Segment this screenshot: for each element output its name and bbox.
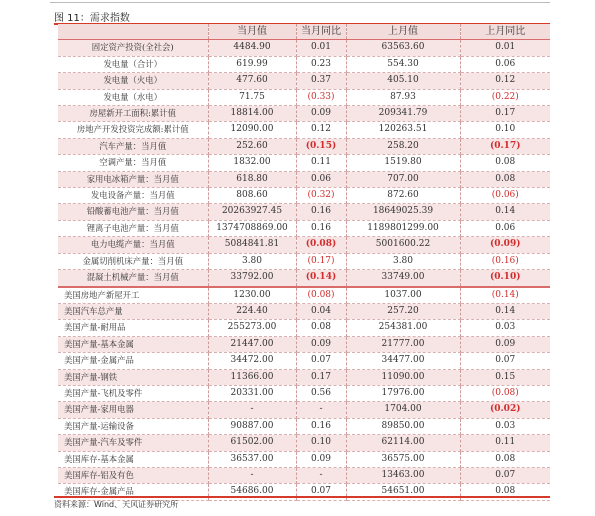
current-value: 3.80 (208, 253, 296, 269)
current-value: 224.40 (208, 303, 296, 319)
previous-yoy: 0.03 (460, 418, 550, 434)
current-value: 12090.00 (208, 122, 296, 138)
header-current-value: 当月值 (208, 24, 296, 40)
indicator-name: 美国产量-耐用品 (58, 320, 208, 336)
previous-value: 13463.00 (346, 467, 460, 483)
current-value: 808.60 (208, 188, 296, 204)
current-yoy: 0.17 (296, 369, 346, 385)
indicator-name: 发电量（合计） (58, 56, 208, 72)
previous-yoy: (0.08) (460, 385, 550, 401)
table-row (58, 385, 550, 401)
current-yoy: 0.56 (296, 385, 346, 401)
indicator-name: 美国产量-汽车及零件 (58, 435, 208, 451)
current-value: - (208, 467, 296, 483)
previous-value: 5001600.22 (346, 237, 460, 253)
indicator-name: 混凝土机械产量：当月值 (58, 270, 208, 287)
previous-value: 1037.00 (346, 287, 460, 304)
previous-yoy: (0.14) (460, 287, 550, 304)
current-yoy: - (296, 402, 346, 418)
current-value: 618.80 (208, 171, 296, 187)
indicator-name: 发电量（水电） (58, 89, 208, 105)
previous-yoy: 0.17 (460, 106, 550, 122)
current-value: 255273.00 (208, 320, 296, 336)
previous-value: 405.10 (346, 73, 460, 89)
current-yoy: 0.23 (296, 56, 346, 72)
previous-yoy: 0.14 (460, 303, 550, 319)
current-yoy: 0.11 (296, 155, 346, 171)
previous-value: 36575.00 (346, 451, 460, 467)
current-value: 20331.00 (208, 385, 296, 401)
previous-yoy: (0.10) (460, 270, 550, 287)
current-value: 20263927.45 (208, 204, 296, 220)
previous-yoy: (0.02) (460, 402, 550, 418)
current-yoy: 0.01 (296, 40, 346, 56)
previous-yoy: 0.12 (460, 73, 550, 89)
current-yoy: (0.14) (296, 270, 346, 287)
indicator-name: 美国库存-铝及有色 (58, 467, 208, 483)
previous-value: 258.20 (346, 138, 460, 154)
table-row (58, 402, 550, 418)
previous-value: 554.30 (346, 56, 460, 72)
current-value: 11366.00 (208, 369, 296, 385)
current-yoy: (0.32) (296, 188, 346, 204)
table-row (58, 303, 550, 319)
previous-yoy: (0.09) (460, 237, 550, 253)
current-value: 71.75 (208, 89, 296, 105)
header-current-yoy: 当月同比 (296, 24, 346, 40)
previous-value: 3.80 (346, 253, 460, 269)
table-row (58, 155, 550, 171)
bottom-rule (54, 496, 550, 498)
current-yoy: 0.06 (296, 171, 346, 187)
table-row (58, 418, 550, 434)
previous-value: 87.93 (346, 89, 460, 105)
current-yoy: 0.07 (296, 484, 346, 500)
indicator-name: 美国产量-金属产品 (58, 353, 208, 369)
indicator-name: 汽车产量：当月值 (58, 138, 208, 154)
indicator-name: 家用电冰箱产量：当月值 (58, 171, 208, 187)
indicator-name: 美国产量-家用电器 (58, 402, 208, 418)
current-yoy: 0.09 (296, 336, 346, 352)
indicator-name: 铅酸蓄电池产量：当月值 (58, 204, 208, 220)
previous-value: 33749.00 (346, 270, 460, 287)
indicator-name: 美国产量-基本金属 (58, 336, 208, 352)
current-value: 5084841.81 (208, 237, 296, 253)
previous-yoy: (0.17) (460, 138, 550, 154)
previous-value: 62114.00 (346, 435, 460, 451)
indicator-name: 金属切削机床产量：当月值 (58, 253, 208, 269)
indicator-name: 空调产量：当月值 (58, 155, 208, 171)
previous-yoy: 0.11 (460, 435, 550, 451)
header-indicator (58, 24, 208, 40)
current-yoy: 0.09 (296, 451, 346, 467)
previous-yoy: 0.08 (460, 451, 550, 467)
table-body (58, 40, 550, 500)
previous-value: 21777.00 (346, 336, 460, 352)
table-row (58, 369, 550, 385)
indicator-name: 美国产量-钢铁 (58, 369, 208, 385)
current-value: 4484.90 (208, 40, 296, 56)
table-row (58, 270, 550, 287)
indicator-name: 美国库存-基本金属 (58, 451, 208, 467)
previous-value: 209341.79 (346, 106, 460, 122)
current-value: 61502.00 (208, 435, 296, 451)
previous-value: 89850.00 (346, 418, 460, 434)
previous-value: 11090.00 (346, 369, 460, 385)
current-yoy: 0.09 (296, 106, 346, 122)
previous-yoy: 0.08 (460, 484, 550, 500)
table-row (58, 467, 550, 483)
demand-index-table-wrap (58, 24, 550, 501)
indicator-name: 美国产量-运输设备 (58, 418, 208, 434)
current-value: - (208, 402, 296, 418)
previous-value: 63563.60 (346, 40, 460, 56)
current-value: 18814.00 (208, 106, 296, 122)
previous-value: 254381.00 (346, 320, 460, 336)
previous-yoy: 0.08 (460, 171, 550, 187)
current-yoy: 0.08 (296, 320, 346, 336)
previous-yoy: 0.10 (460, 122, 550, 138)
current-value: 477.60 (208, 73, 296, 89)
current-yoy: 0.37 (296, 73, 346, 89)
current-yoy: - (296, 467, 346, 483)
header-previous-value: 上月值 (346, 24, 460, 40)
top-divider (50, 2, 550, 3)
current-value: 36537.00 (208, 451, 296, 467)
previous-yoy: (0.06) (460, 188, 550, 204)
current-value: 1374708869.00 (208, 220, 296, 236)
current-value: 54686.00 (208, 484, 296, 500)
previous-yoy: 0.01 (460, 40, 550, 56)
indicator-name: 房地产开发投资完成额:累计值 (58, 122, 208, 138)
indicator-name: 房屋新开工面积:累计值 (58, 106, 208, 122)
table-row (58, 171, 550, 187)
previous-yoy: 0.03 (460, 320, 550, 336)
previous-yoy: 0.06 (460, 56, 550, 72)
current-yoy: 0.16 (296, 220, 346, 236)
current-yoy: (0.08) (296, 237, 346, 253)
current-yoy: (0.33) (296, 89, 346, 105)
table-row (58, 451, 550, 467)
current-yoy: 0.16 (296, 204, 346, 220)
table-row (58, 320, 550, 336)
previous-yoy: 0.08 (460, 155, 550, 171)
indicator-name: 电力电缆产量：当月值 (58, 237, 208, 253)
current-value: 34472.00 (208, 353, 296, 369)
table-row (58, 204, 550, 220)
table-row (58, 138, 550, 154)
demand-index-table (58, 24, 550, 501)
previous-value: 1704.00 (346, 402, 460, 418)
previous-value: 54651.00 (346, 484, 460, 500)
current-yoy: 0.07 (296, 353, 346, 369)
previous-value: 120263.51 (346, 122, 460, 138)
table-row (58, 253, 550, 269)
previous-yoy: 0.06 (460, 220, 550, 236)
table-row (58, 287, 550, 304)
indicator-name: 固定资产投资(全社会) (58, 40, 208, 56)
current-yoy: (0.08) (296, 287, 346, 304)
previous-value: 17976.00 (346, 385, 460, 401)
current-value: 1230.00 (208, 287, 296, 304)
table-row (58, 106, 550, 122)
current-yoy: (0.17) (296, 253, 346, 269)
table-row (58, 89, 550, 105)
current-value: 21447.00 (208, 336, 296, 352)
table-row (58, 336, 550, 352)
table-row (58, 353, 550, 369)
indicator-name: 美国汽车总产量 (58, 303, 208, 319)
previous-value: 18649025.39 (346, 204, 460, 220)
table-row (58, 73, 550, 89)
previous-value: 34477.00 (346, 353, 460, 369)
table-row (58, 56, 550, 72)
previous-yoy: 0.07 (460, 467, 550, 483)
current-value: 1832.00 (208, 155, 296, 171)
current-value: 619.99 (208, 56, 296, 72)
table-row (58, 435, 550, 451)
previous-yoy: 0.14 (460, 204, 550, 220)
previous-value: 872.60 (346, 188, 460, 204)
table-row (58, 40, 550, 56)
table-row (58, 237, 550, 253)
previous-yoy: 0.09 (460, 336, 550, 352)
current-yoy: (0.15) (296, 138, 346, 154)
header-row (58, 24, 550, 40)
previous-value: 1519.80 (346, 155, 460, 171)
indicator-name: 发电设备产量：当月值 (58, 188, 208, 204)
table-row (58, 188, 550, 204)
indicator-name: 发电量（火电） (58, 73, 208, 89)
current-value: 33792.00 (208, 270, 296, 287)
source-note: 资料来源：Wind、天风证券研究所 (54, 500, 179, 509)
table-row (58, 122, 550, 138)
indicator-name: 美国产量-飞机及零件 (58, 385, 208, 401)
indicator-name: 锂离子电池产量：当月值 (58, 220, 208, 236)
current-yoy: 0.12 (296, 122, 346, 138)
previous-value: 1189801299.00 (346, 220, 460, 236)
table-row (58, 220, 550, 236)
current-value: 252.60 (208, 138, 296, 154)
indicator-name: 美国房地产新屋开工 (58, 287, 208, 304)
indicator-name: 美国库存-金属产品 (58, 484, 208, 500)
previous-yoy: (0.16) (460, 253, 550, 269)
current-value: 90887.00 (208, 418, 296, 434)
previous-yoy: (0.22) (460, 89, 550, 105)
current-yoy: 0.10 (296, 435, 346, 451)
header-previous-yoy: 上月同比 (460, 24, 550, 40)
current-yoy: 0.16 (296, 418, 346, 434)
previous-value: 257.20 (346, 303, 460, 319)
figure-caption: 图 11：需求指数 (54, 13, 130, 24)
current-yoy: 0.04 (296, 303, 346, 319)
previous-yoy: 0.15 (460, 369, 550, 385)
previous-value: 707.00 (346, 171, 460, 187)
previous-yoy: 0.07 (460, 353, 550, 369)
